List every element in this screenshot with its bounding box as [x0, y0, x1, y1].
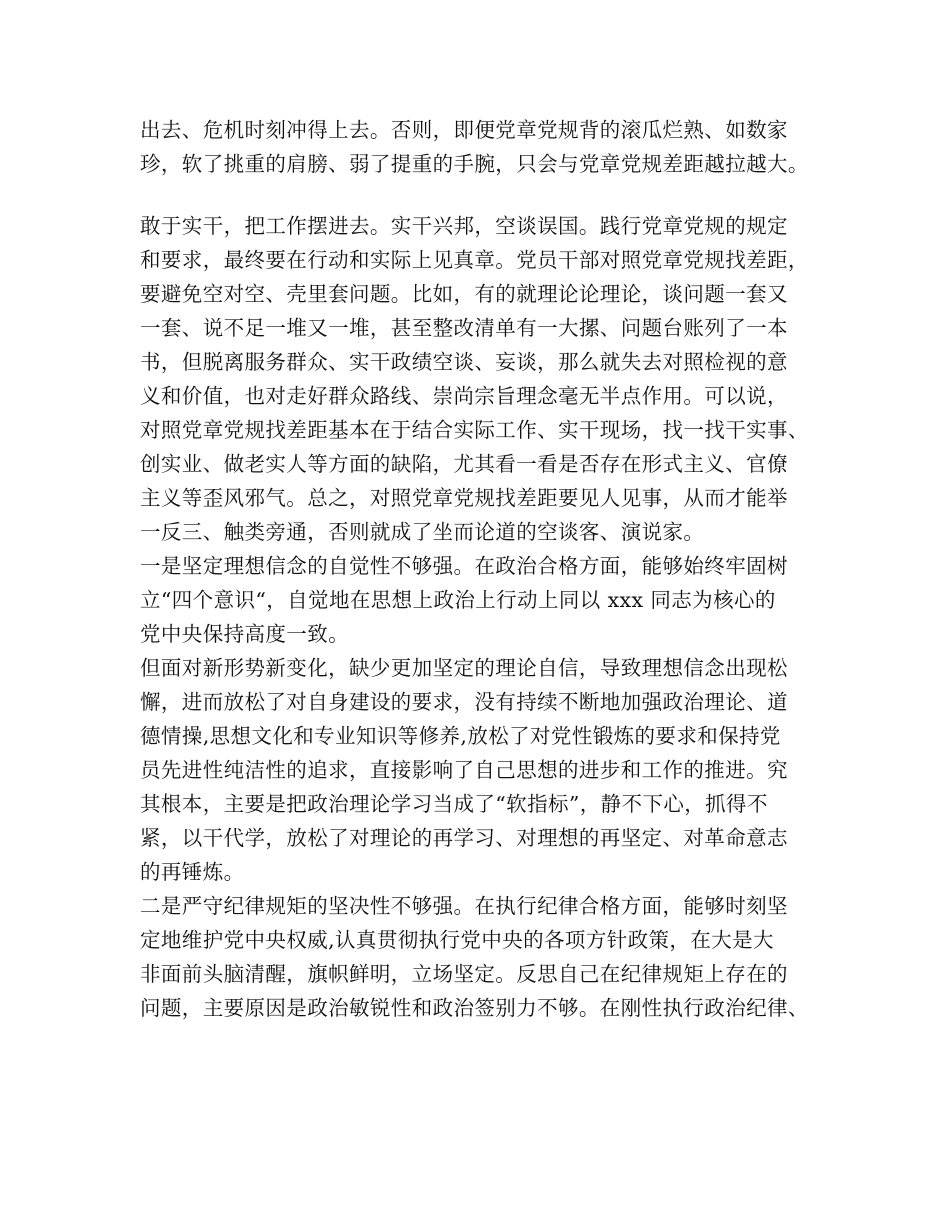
paragraph-4 [140, 651, 820, 889]
text-line: 主义等歪风邪气。总之，对照党章党规找差距要见人见事，从而才能举 [140, 486, 788, 510]
text-line: 创实业、做老实人等方面的缺陷，尤其看一看是否存在形式主义、官僚 [140, 452, 788, 476]
text-line: 出去、危机时刻冲得上去。否则，即便党章党规背的滚瓜烂熟、如数家 [140, 118, 788, 142]
paragraph-5 [140, 889, 820, 1025]
paragraph-3 [140, 549, 820, 651]
document-body [140, 113, 820, 1025]
paragraph-2 [140, 209, 820, 549]
text-line: 但面对新形势新变化，缺少更加坚定的理论自信，导致理想信念出现松 [140, 656, 788, 680]
text-line: 的再锤炼。 [140, 860, 245, 884]
text-line: 义和价值，也对走好群众路线、崇尚宗旨理念毫无半点作用。可以说， [140, 384, 788, 408]
text-line: 定地维护党中央权威,认真贯彻执行党中央的各项方针政策，在大是大 [140, 928, 774, 952]
text-line: 党中央保持高度一致。 [140, 622, 349, 646]
paragraph-1 [140, 113, 820, 181]
text-line: 问题，主要原因是政治敏锐性和政治签别力不够。在刚性执行政治纪律、 [140, 996, 809, 1020]
text-line: 和要求，最终要在行动和实际上见真章。党员干部对照党章党规找差距， [140, 248, 809, 272]
text-line: 要避免空对空、壳里套问题。比如，有的就理论论理论，谈问题一套又 [140, 282, 788, 306]
text-line: 懈，进而放松了对自身建设的要求，没有持续不断地加强政治理论、道 [140, 690, 788, 714]
text-line: 其根本，主要是把政治理论学习当成了“软指标”，静不下心，抓得不 [140, 792, 768, 816]
paragraph-gap [140, 181, 820, 209]
text-line: 书，但脱离服务群众、实干政绩空谈、妄谈，那么就失去对照检视的意 [140, 350, 788, 374]
text-line: 敢于实干，把工作摆进去。实干兴邦，空谈误国。践行党章党规的规定 [140, 214, 788, 238]
text-line: 二是严守纪律规矩的坚决性不够强。在执行纪律合格方面，能够时刻坚 [140, 894, 788, 918]
text-line: 德情操,思想文化和专业知识等修养,放松了对党性锻炼的要求和保持党 [140, 724, 781, 748]
text-line: 一是坚定理想信念的自觉性不够强。在政治合格方面，能够始终牢固树 [140, 554, 788, 578]
text-line: 一反三、触类旁通，否则就成了坐而论道的空谈客、演说家。 [140, 520, 705, 544]
text-line: 立“四个意识“，自觉地在思想上政治上行动上同以 xxx 同志为核心的 [140, 588, 776, 612]
text-line: 员先进性纯洁性的追求，直接影响了自己思想的进步和工作的推进。究 [140, 758, 788, 782]
text-line: 珍，软了挑重的肩膀、弱了提重的手腕，只会与党章党规差距越拉越大。 [140, 152, 809, 176]
text-line: 紧，以干代学，放松了对理论的再学习、对理想的再坚定、对革命意志 [140, 826, 788, 850]
text-line: 对照党章党规找差距基本在于结合实际工作、实干现场，找一找干实事、 [140, 418, 809, 442]
text-line: 非面前头脑清醒，旗帜鲜明，立场坚定。反思自己在纪律规矩上存在的 [140, 962, 788, 986]
text-line: 一套、说不足一堆又一堆，甚至整改清单有一大摞、问题台账列了一本 [140, 316, 788, 340]
